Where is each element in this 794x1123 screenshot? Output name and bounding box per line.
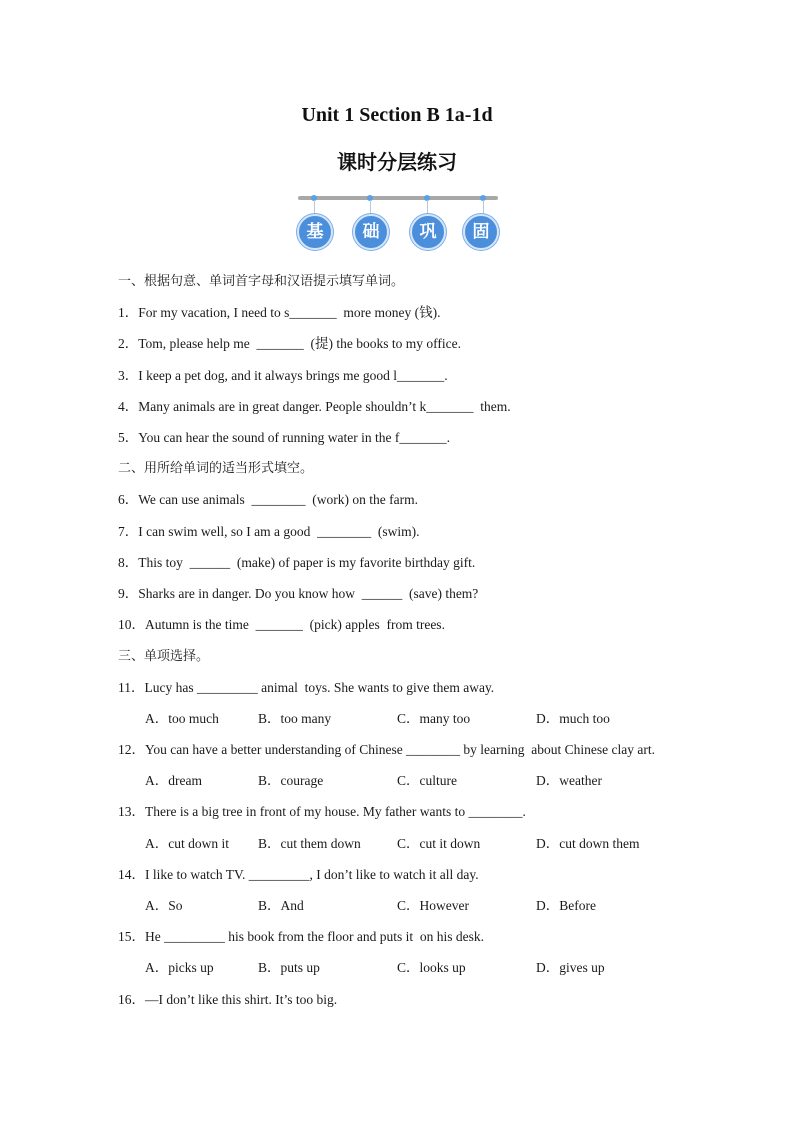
badge-char-3: 巩 (410, 214, 446, 250)
badge-bar (298, 196, 498, 200)
option-c: C．looks up (397, 960, 466, 975)
option-a: A．So (145, 898, 183, 913)
option-b: B．courage (258, 773, 324, 788)
question-3: 3．I keep a pet dog, and it always brings me good l_______. (118, 368, 448, 383)
question-15: 15．He _________ his book from the floor and puts it on his desk. (118, 929, 484, 944)
option-d: D．gives up (536, 960, 605, 975)
option-b: B．And (258, 898, 304, 913)
option-b: B．too many (258, 711, 332, 726)
question-9: 9．Sharks are in danger. Do you know how ______ (save) them? (118, 586, 479, 601)
section-heading-3: 三、单项选择。 (118, 649, 210, 664)
question-13: 13．There is a big tree in front of my house. My father wants to ________. (118, 804, 526, 819)
question-2: 2．Tom, please help me _______ (提) the books to my office. (118, 336, 461, 351)
option-d: D．much too (536, 711, 610, 726)
option-b: B．cut them down (258, 836, 361, 851)
foundation-badge (296, 192, 500, 252)
worksheet-subtitle: 课时分层练习 (337, 150, 457, 174)
option-a: A．too much (145, 711, 219, 726)
question-7: 7．I can swim well, so I am a good ________ (swim). (118, 524, 420, 539)
option-c: C．cut it down (397, 836, 481, 851)
question-6: 6．We can use animals ________ (work) on the farm. (118, 492, 418, 507)
badge-char-2: 础 (353, 214, 389, 250)
worksheet-title: Unit 1 Section B 1a-1d (301, 104, 493, 126)
section-heading-2: 二、用所给单词的适当形式填空。 (118, 461, 314, 476)
option-a: A．picks up (145, 960, 214, 975)
option-c: C．culture (397, 773, 457, 788)
question-11: 11．Lucy has _________ animal toys. She wants to give them away. (118, 680, 495, 695)
option-d: D．cut down them (536, 836, 640, 851)
question-16: 16．—I don’t like this shirt. It’s too big. (118, 992, 338, 1007)
question-1: 1．For my vacation, I need to s_______ more money (钱). (118, 305, 441, 320)
option-c: C．However (397, 898, 469, 913)
question-14: 14．I like to watch TV. _________, I don’t like to watch it all day. (118, 867, 479, 882)
option-a: A．cut down it (145, 836, 229, 851)
option-c: C．many too (397, 711, 471, 726)
option-b: B．puts up (258, 960, 320, 975)
question-12: 12．You can have a better understanding of Chinese ________ by learning about Chinese clay art. (118, 742, 656, 757)
question-10: 10．Autumn is the time _______ (pick) apples from trees. (118, 617, 445, 632)
badge-char-4: 固 (463, 214, 499, 250)
question-4: 4．Many animals are in great danger. People shouldn’t k_______ them. (118, 399, 511, 414)
option-d: D．weather (536, 773, 602, 788)
section-heading-1: 一、根据句意、单词首字母和汉语提示填写单词。 (118, 274, 405, 289)
option-d: D．Before (536, 898, 596, 913)
badge-char-1: 基 (297, 214, 333, 250)
question-5: 5．You can hear the sound of running water in the f_______. (118, 430, 450, 445)
option-a: A．dream (145, 773, 202, 788)
question-8: 8．This toy ______ (make) of paper is my favorite birthday gift. (118, 555, 476, 570)
